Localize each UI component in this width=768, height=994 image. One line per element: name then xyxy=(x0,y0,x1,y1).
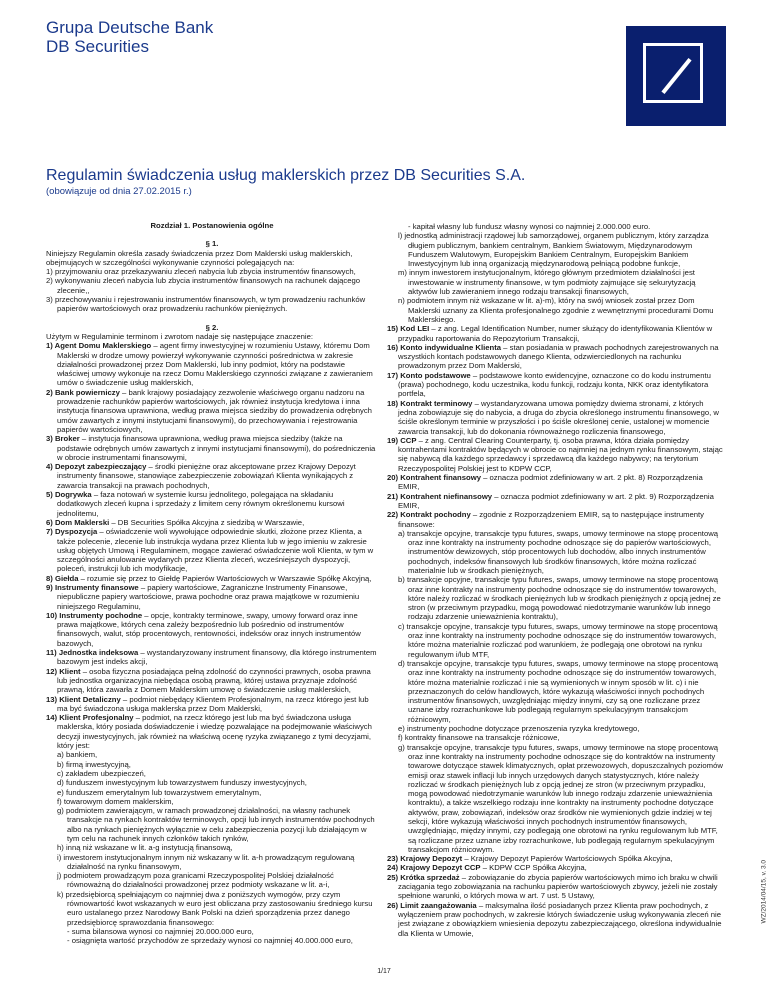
paragraph: 24) Krajowy Depozyt CCP – KDPW CCP Spółka Akcyjna, xyxy=(387,863,587,873)
term: 12) Klient xyxy=(46,666,81,676)
paragraph: g) transakcje opcyjne, transakcje typu futures, swaps, umowy terminowe na stopę procentową oraz inne kontrakty na instrumenty pochodne odnoszące się do kontraktów na instrumenty towarowe dotyczące stawek klimatycznych, opłat przewozowych, dopuszczalnych poziomów emisji oraz stawek inflacji lub innych urzędowych danych statystycznych, które należy rozliczać w środkach pieniężnych lub z opcją jednej ze stron (w przeciwnym przypadku, mogą powodować niedotrzymanie warunków lub innego rodzaju zdarzenie unieważnienia kontraktu), a także wszelkiego rodzaju inne kontrakty na instrumenty pochodne dotyczące aktywów, praw, zobowiązań, indeksów oraz środków nie wymienionych gdzie indziej w tej sekcji, które wykazują właściwości innych pochodnych instrumentów finansowych, uwzględniając, między innymi, czy podlegają one obrotowi na rynku regulowanym lub MTF, są rozliczane przez uznane izby rozrachunkowe, lub podlegają regularnym spekulacyjnym transakcjom różnicowym. xyxy=(398,742,723,854)
paragraph: a) bankiem, xyxy=(57,750,98,760)
term: 15) Kod LEI xyxy=(387,324,430,334)
paragraph: 5) Dogrywka – faza notowań w systemie kursu jednolitego, polegająca na składaniu dodatkowych zleceń kupna i sprzedaży z limitem ceny równym określonemu kursowi jednolitemu, xyxy=(46,490,345,518)
paragraph: 21) Kontrahent niefinansowy – oznacza podmiot zdefiniowany w art. 2 pkt. 9) Rozporządzenia EMIR, xyxy=(387,491,714,510)
paragraph: 13) Klient Detaliczny – podmiot niebędący Klientem Profesjonalnym, na rzecz którego jest lub ma być świadczona usługa maklerska przez Dom Maklerski, xyxy=(46,694,369,713)
term: 6) Dom Maklerski xyxy=(46,517,110,527)
paragraph: f) kontrakty finansowe na transakcje różnicowe, xyxy=(398,733,560,743)
paragraph: 22) Kontrakt pochodny – zgodnie z Rozporządzeniem EMIR, są to następujące instrumenty finansowe: xyxy=(387,510,705,529)
document-title: Regulamin świadczenia usług maklerskich przez DB Securities S.A. xyxy=(46,167,526,184)
term: 1) Agent Domu Maklerskiego xyxy=(46,341,152,351)
paragraph: e) instrumenty pochodne dotyczące przenoszenia ryzyka kredytowego, xyxy=(398,724,640,734)
term: 16) Konto indywidualne Klienta xyxy=(387,342,502,352)
paragraph: 20) Kontrahent finansowy – oznacza podmiot zdefiniowany w art. 2 pkt. 8) Rozporządzenia EMIR, xyxy=(387,473,703,492)
paragraph: j) podmiotem prowadzącym poza granicami Rzeczypospolitej Polskiej działalność równoważną do działalności prowadzonej przez podmioty wskazane w lit. a-i, xyxy=(57,871,334,890)
paragraph: 23) Krajowy Depozyt – Krajowy Depozyt Papierów Wartościowych Spółka Akcyjna, xyxy=(387,854,673,864)
paragraph: d) funduszem inwestycyjnym lub towarzystwem funduszy inwestycyjnych, xyxy=(57,778,307,788)
paragraph: h) inną niż wskazane w lit. a-g instytucją finansową, xyxy=(57,843,233,853)
paragraph: Użytym w Regulaminie terminom i zwrotom nadaje się następujące znaczenie: xyxy=(46,331,314,341)
term: 5) Dogrywka xyxy=(46,490,92,500)
paragraph: d) transakcje opcyjne, transakcje typu futures, swaps, umowy terminowe na stopę procentową oraz inne kontrakty na instrumenty pochodne odnoszące się do instrumentów towarowych, które można materialnie rozliczać i nie są wymienionych w innym sposób w lit. c) i nie przeznaczonych do celów handlowych, które wykazują właściwości innych pochodnych instrumentów finansowych, uwzględniając między innymi, czy są one rozliczane przez uznane izby rozrachunkowe lub podlegają regularnym spekulacyjnym transakcjom różnicowym, xyxy=(398,658,719,724)
term: 23) Krajowy Depozyt xyxy=(387,854,463,864)
paragraph: 18) Kontrakt terminowy – wystandaryzowana umowa pomiędzy dwiema stronami, z których jedna zobowiązuje się do nabycia, a druga do zbycia określonego instrumentu finansowego, w ściśle określonym terminie w przyszłości i po ściśle określonej cenie, ustalonej w momencie zawarcia transakcji, lub do dokonania równoważnego rozliczenia finansowego, xyxy=(387,398,719,436)
paragraph xyxy=(46,230,378,239)
paragraph: l) jednostką administracji rządowej lub samorządowej, organem publicznym, który zarządza długiem publicznym, bankiem centralnym, Bankiem Światowym, Międzynarodowym Funduszem Walutowym, Europejskim Bankiem Centralnym, Europejskim Bankiem Inwestycyjnym lub inną organizacją międzynarodową pełniącą podobne funkcje, xyxy=(398,231,709,269)
paragraph: 8) Giełda – rozumie się przez to Giełdę Papierów Wartościowych w Warszawie Spółkę Akcyjną, xyxy=(46,573,372,583)
paragraph: 14) Klient Profesjonalny – podmiot, na rzecz którego jest lub ma być świadczona usługa maklerska, który posiada doświadczenie i wiedzę pozwalające na podejmowanie właściwych decyzji inwestycyjnych, jak również na właściwą ocenę ryzyka związanego z tymi decyzjami, który jest: xyxy=(46,713,372,751)
paragraph: c) transakcje opcyjne, transakcje typu futures, swaps, umowy terminowe na stopę procentową oraz inne kontrakty na instrumenty pochodne odnoszące się do instrumentów towarowych, które można materialnie rozliczać pod warunkiem, że podlegają one obrotowi na rynku regulowanym i/lub MTF, xyxy=(398,621,718,659)
paragraph: 26) Limit zaangażowania – maksymalna ilość posiadanych przez Klienta praw pochodnych, z wyłączeniem praw pochodnych, w zakresie których świadczenie usług wykonywania zleceń nie jest związane z obowiązkiem wniesienia depozytu zabezpieczającego, określona indywidualnie dla Klienta w Umowie, xyxy=(387,900,722,938)
term: 24) Krajowy Depozyt CCP xyxy=(387,863,481,873)
paragraph: n) podmiotem innym niż wskazane w lit. a)-m), który na swój wniosek został przez Dom Maklerski uznany za Klienta profesjonalnego zgodnie z wewnętrznymi procedurami Domu Maklerskiego. xyxy=(398,296,714,324)
paragraph: f) towarowym domem maklerskim, xyxy=(57,796,174,806)
term: 10) Instrumenty pochodne xyxy=(46,610,143,620)
header xyxy=(46,18,213,56)
paragraph: 16) Konto indywidualne Klienta – stan posiadania w prawach pochodnych zarejestrowanych na wszystkich kontach podstawowych danego Klienta, odzwierciedlonych na rachunku prowadzonym przez Dom Maklerski, xyxy=(387,342,719,371)
term: 13) Klient Detaliczny xyxy=(46,694,121,704)
paragraph: c) zakładem ubezpieczeń, xyxy=(57,768,146,778)
paragraph: - kapitał własny lub fundusz własny wynosi co najmniej 2.000.000 euro. xyxy=(408,222,651,231)
term: 20) Kontrahent finansowy xyxy=(387,473,481,483)
paragraph: 10) Instrumenty pochodne – opcje, kontrakty terminowe, swapy, umowy forward oraz inne prawa majątkowe, których cena zależy bezpośrednio lub pośrednio od instrumentów finansowych, walut, stóp procentowych, rentowności, indeksów oraz innych instrumentów bazowych, xyxy=(46,610,361,648)
paragraph: 9) Instrumenty finansowe – papiery wartościowe, Zagraniczne Instrumenty Finansowe, niepubliczne papiery wartościowe, prawa pochodne oraz prawa majątkowe w rozumieniu niniejszego Regulaminu, xyxy=(46,582,360,611)
term: 2) Bank powierniczy xyxy=(46,387,120,397)
term: 9) Instrumenty finansowe xyxy=(46,582,139,592)
paragraph: 19) CCP – z ang. Central Clearing Counterparty, tj. osoba prawna, która działa pomiędzy kontrahentami kontraktów będących w obrocie co najmniej na jednym rynku finansowym, stając się nabywcą dla każdego sprzedawcy i sprzedawcą dla każdego nabywcy; na terytorium Rzeczypospolitej Polskiej jest to KDPW CCP, xyxy=(387,435,723,473)
brand-line1: Grupa Deutsche Bank xyxy=(46,18,214,37)
left-column xyxy=(46,221,378,946)
paragraph: 1) przyjmowaniu oraz przekazywaniu zleceń nabycia lub zbycia instrumentów finansowych, xyxy=(46,267,356,277)
paragraph: 2) wykonywaniu zleceń nabycia lub zbycia instrumentów finansowych na rachunek dającego zlecenie,, xyxy=(46,276,361,295)
paragraph: i) inwestorem instytucjonalnym innym niż wskazany w lit. a-h prowadzącym regulowaną działalność na rynku finansowym, xyxy=(57,852,355,871)
paragraph: § 2. xyxy=(205,322,219,332)
term: 7) Dyspozycja xyxy=(46,527,98,537)
paragraph: b) transakcje opcyjne, transakcje typu futures, swaps, umowy terminowe na stopę procentową oraz inne kontrakty na instrumenty pochodne odnoszące się do instrumentów towarowych, które należy rozliczać w środkach pieniężnych lub w środkach pieniężnych z opcją jednej ze stron (w przeciwnym przypadku, mogą powodować niedotrzymanie warunków lub innego rodzaju zdarzenie unieważnienia kontraktu), xyxy=(398,575,721,622)
paragraph: 3) Broker – instytucja finansowa uprawniona, według prawa miejsca siedziby (także na podstawie odrębnych umów zawartych z innymi instytucjami finansowymi), do pośredniczenia w obrocie instrumentami finansowymi, xyxy=(46,434,376,462)
brand-line2: DB Securities xyxy=(46,37,149,56)
paragraph: Niniejszy Regulamin określa zasady świadczenia przez Dom Maklerski usług maklerskich, obejmujących w szczególności wykonywanie czynności polegających na: xyxy=(46,248,353,267)
paragraph: a) transakcje opcyjne, transakcje typu futures, swaps, umowy terminowe na stopę procentową oraz inne kontrakty na instrumenty pochodne odnoszące się do papierów wartościowych, instrumentów dewizowych, stóp procentowych lub dochodów, albo innych instrumentów pochodnych, indeksów finansowych lub środków finansowych, które można rozliczać materialnie lub w środkach pieniężnych, xyxy=(398,528,719,575)
paragraph: k) przedsiębiorcą spełniającym co najmniej dwa z poniższych wymogów, przy czym równowartość kwot wskazanych w euro jest obliczana przy zastosowaniu średniego kursu euro ustalanego przez Narodowy Bank Polski na dzień sporządzenia przez danego przedsiębiorcę sprawozdania finansowego: xyxy=(57,889,373,927)
paragraph: 25) Krótka sprzedaż – zobowiązanie do zbycia papierów wartościowych mimo ich braku w chwili zaciągania tego zobowiązania na rachunku papierów wartościowych zbywcy, jeżeli nie zostały spełnione warunki, o których mowa w art. 7 ust. 5 Ustawy, xyxy=(387,872,718,901)
paragraph: b) firmą inwestycyjną, xyxy=(57,759,131,769)
deutsche-bank-logo-icon xyxy=(626,26,726,126)
paragraph: 15) Kod LEI – z ang. Legal Identification Number, numer służący do identyfikowania Klientów w przypadku raportowania do Repozytorium Transakcji, xyxy=(387,324,713,343)
paragraph: 2) Bank powierniczy – bank krajowy posiadający zezwolenie właściwego organu nadzoru na prowadzenie rachunków papierów wartościowych, jak również instytucja kredytowa i inna instytucja finansowa uprawniona, według prawa miejsca siedziby do prowadzenia odrębnych umów zawartych z innymi instytucjami finansowymi), do przechowywania i rejestrowania papierów wartościowych, xyxy=(46,387,372,434)
term: 19) CCP xyxy=(387,435,417,445)
paragraph: 7) Dyspozycja – oświadczenie woli wywołujące odpowiednie skutki, złożone przez Klienta, a także polecenie, zlecenie lub instrukcja wydana przez Klienta lub w jego imieniu w zakresie usług objętych Umową i Regulaminem, mogące zawierać oświadczenie woli Klienta, w tym w szczególności anulowanie wydanych przez Klienta zleceń, wcześniejszych dyspozycji, poleceń, instrukcji lub ich modyfikacje, xyxy=(46,527,374,574)
term: 18) Kontrakt terminowy xyxy=(387,398,473,408)
document-subtitle: (obowiązuje od dnia 27.02.2015 r.) xyxy=(46,186,192,197)
term: 14) Klient Profesjonalny xyxy=(46,713,134,723)
paragraph: 3) przechowywaniu i rejestrowaniu instrumentów finansowych, w tym prowadzeniu rachunków papierów wartościowych oraz prowadzeniu rachunków pieniężnych. xyxy=(46,295,366,314)
paragraph: 6) Dom Maklerski – DB Securities Spółka Akcyjna z siedzibą w Warszawie, xyxy=(46,517,305,527)
paragraph: 17) Konto podstawowe – podstawowe konto ewidencyjne, oznaczone co do kodu instrumentu (prawa) pochodnego, kodu uczestnika, kodu funkcji, rodzaju konta, NKK oraz identyfikatora portfela, xyxy=(387,370,711,399)
paragraph: 12) Klient – osoba fizyczna posiadająca pełną zdolność do czynności prawnych, osoba prawna lub jednostka organizacyjna niebędąca osobą prawną, której ustawa przyznaje zdolność prawną, która zawarła z Domem Maklerskim umowę o świadczenie usług maklerskich, xyxy=(46,666,371,695)
paragraph: e) funduszem emerytalnym lub towarzystwem emerytalnym, xyxy=(57,787,262,797)
term: 21) Kontrahent niefinansowy xyxy=(387,491,493,501)
paragraph: - suma bilansowa wynosi co najmniej 20.000.000 euro, xyxy=(67,926,254,936)
paragraph: 11) Jednostka indeksowa – wystandaryzowany instrument finansowy, dla którego instrumentem bazowym jest indeks akcji, xyxy=(46,648,377,667)
term: 26) Limit zaangażowania xyxy=(387,900,477,910)
right-column xyxy=(387,222,724,938)
paragraph: 4) Depozyt zabezpieczający – środki pieniężne oraz akceptowane przez Krajowy Depozyt instrumenty finansowe, stanowiące zabezpieczenie zobowiązań Klienta wynikających z zawarcia transakcji na prawach pochodnych, xyxy=(46,462,356,490)
term: 22) Kontrakt pochodny xyxy=(387,510,471,520)
paragraph: § 1. xyxy=(205,239,219,249)
term: 3) Broker xyxy=(46,434,80,444)
page-number: 1/17 xyxy=(377,968,391,975)
document-code: WZ/2014/04/15, v. 3.0 xyxy=(760,860,767,924)
paragraph: - osiągnięta wartość przychodów ze sprzedaży wynosi co najmniej 40.000.000 euro, xyxy=(67,936,353,946)
term: 25) Krótka sprzedaż xyxy=(387,872,460,882)
paragraph: 1) Agent Domu Maklerskiego – agent firmy inwestycyjnej w rozumieniu Ustawy, któremu Dom Maklerski w drodze umowy powierzył wykonywanie czynności pośrednictwa w zakresie działalności prowadzonej przez Dom Maklerski, lub inny podmiot, który na podstawie właściwej umowy wykonuje na rzecz Domu Maklerskiego czynności związane z zawieraniem umów o świadczenie usług maklerskich, xyxy=(46,341,373,388)
term: 4) Depozyt zabezpieczający xyxy=(46,462,147,472)
term: 8) Giełda xyxy=(46,573,79,583)
paragraph: g) podmiotem zawierającym, w ramach prowadzonej działalności, na własny rachunek transakcje na rynkach kontraktów terminowych, opcji lub innych instrumentów pochodnych albo na rynkach pieniężnych wyłącznie w celu zabezpieczenia pozycji lub działającym w tym celu na rachunek innych członków takich rynków, xyxy=(57,806,375,843)
paragraph xyxy=(46,314,378,323)
paragraph: m) innym inwestorem instytucjonalnym, którego głównym przedmiotem działalności jest inwestowanie w instrumenty finansowe, w tym podmioty zajmujące się sekurytyzacją aktywów lub zawieraniem innego rodzaju transakcji finansowych, xyxy=(398,268,696,297)
term: 11) Jednostka indeksowa xyxy=(46,648,139,658)
term: 17) Konto podstawowe xyxy=(387,370,471,380)
paragraph: Rozdział 1. Postanowienia ogólne xyxy=(150,221,274,230)
